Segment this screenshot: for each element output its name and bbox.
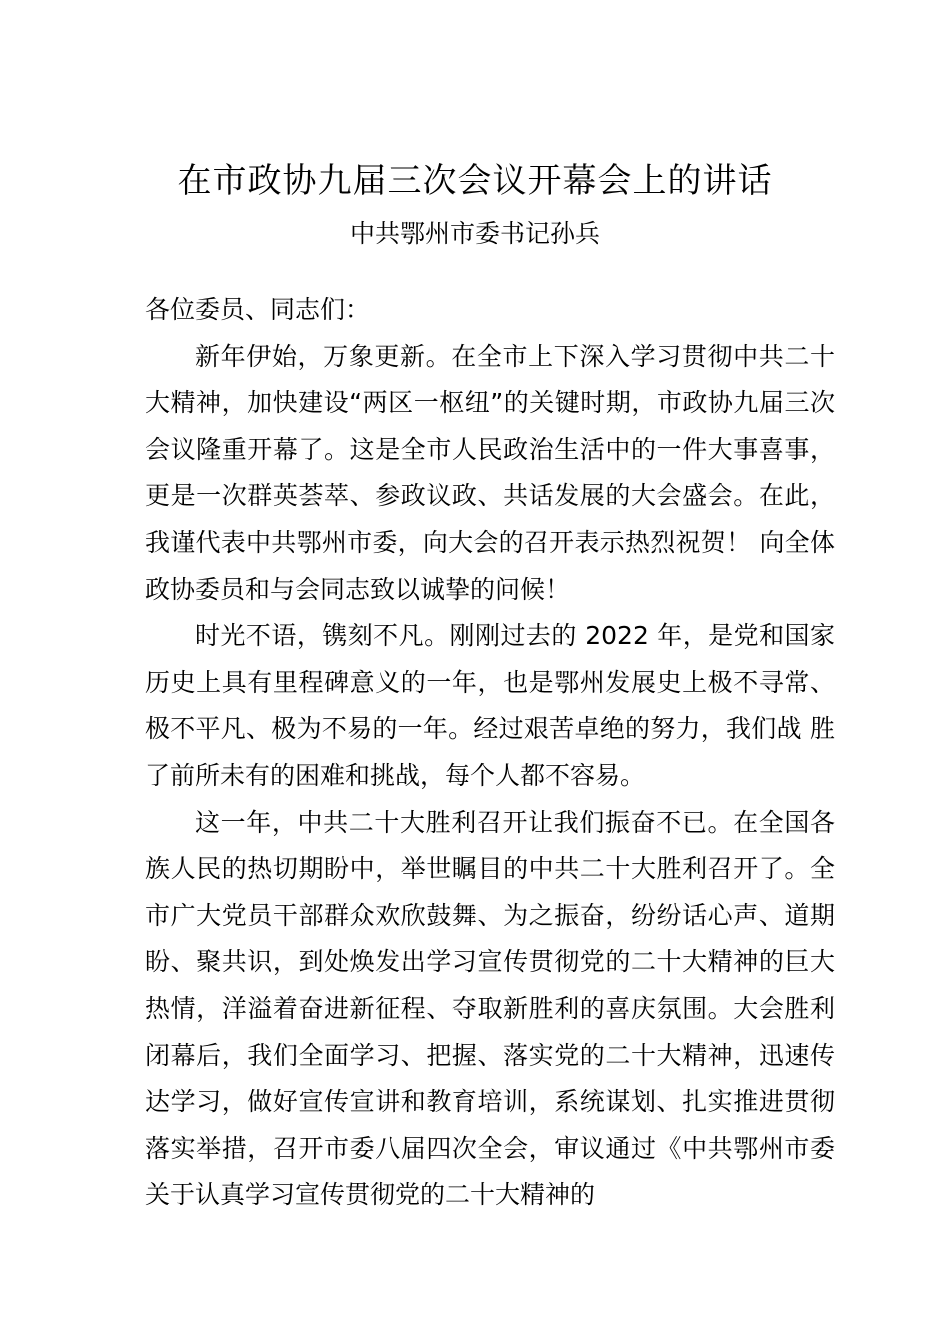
paragraph-2: 时光不语，镌刻不凡。刚刚过去的 2022 年，是党和国家历史上具有里程碑意义的一年，也是鄂州发展史上极不寻常、极不平凡、极为不易的一年。经过艰苦卓绝的努力，我们战 胜了前所未有的困难和挑战，每个人都不容易。	[145, 621, 835, 790]
salutation: 各位委员、同志们：	[145, 295, 371, 324]
paragraph-1: 新年伊始，万象更新。在全市上下深入学习贯彻中共二十大精神，加快建设“两区一枢纽”的关键时期，市政协九届三次会议隆重开幕了。这是全市人民政治生活中的一件大事喜事，更是一次群英荟萃、参政议政、共话发展的大会盛会。在此，我谨代表中共鄂州市委，向大会的召开表示热烈祝贺！ 向全体政协委员和与会同志致以诚挚的问候！	[145, 341, 835, 604]
document-body	[145, 287, 835, 1219]
paragraph-3: 这一年，中共二十大胜利召开让我们振奋不已。在全国各族人民的热切期盼中，举世瞩目的中共二十大胜利召开了。全市广大党员干部群众欢欣鼓舞、为之振奋，纷纷话心声、道期盼、聚共识，到处焕发出学习宣传贯彻党的二十大精神的巨大热情，洋溢着奋进新征程、夺取新胜利的喜庆氛围。大会胜利闭幕后，我们全面学习、把握、落实党的二十大精神，迅速传达学习，做好宣传宣讲和教育培训，系统谋划、扎实推进贯彻落实举措，召开市委八届四次全会，审议通过《中共鄂州市委关于认真学习宣传贯彻党的二十大精神的	[145, 807, 835, 1210]
document-author: 中共鄂州市委书记孙兵	[349, 219, 600, 248]
document-title: 在市政协九届三次会议开幕会上的讲话	[177, 161, 773, 201]
